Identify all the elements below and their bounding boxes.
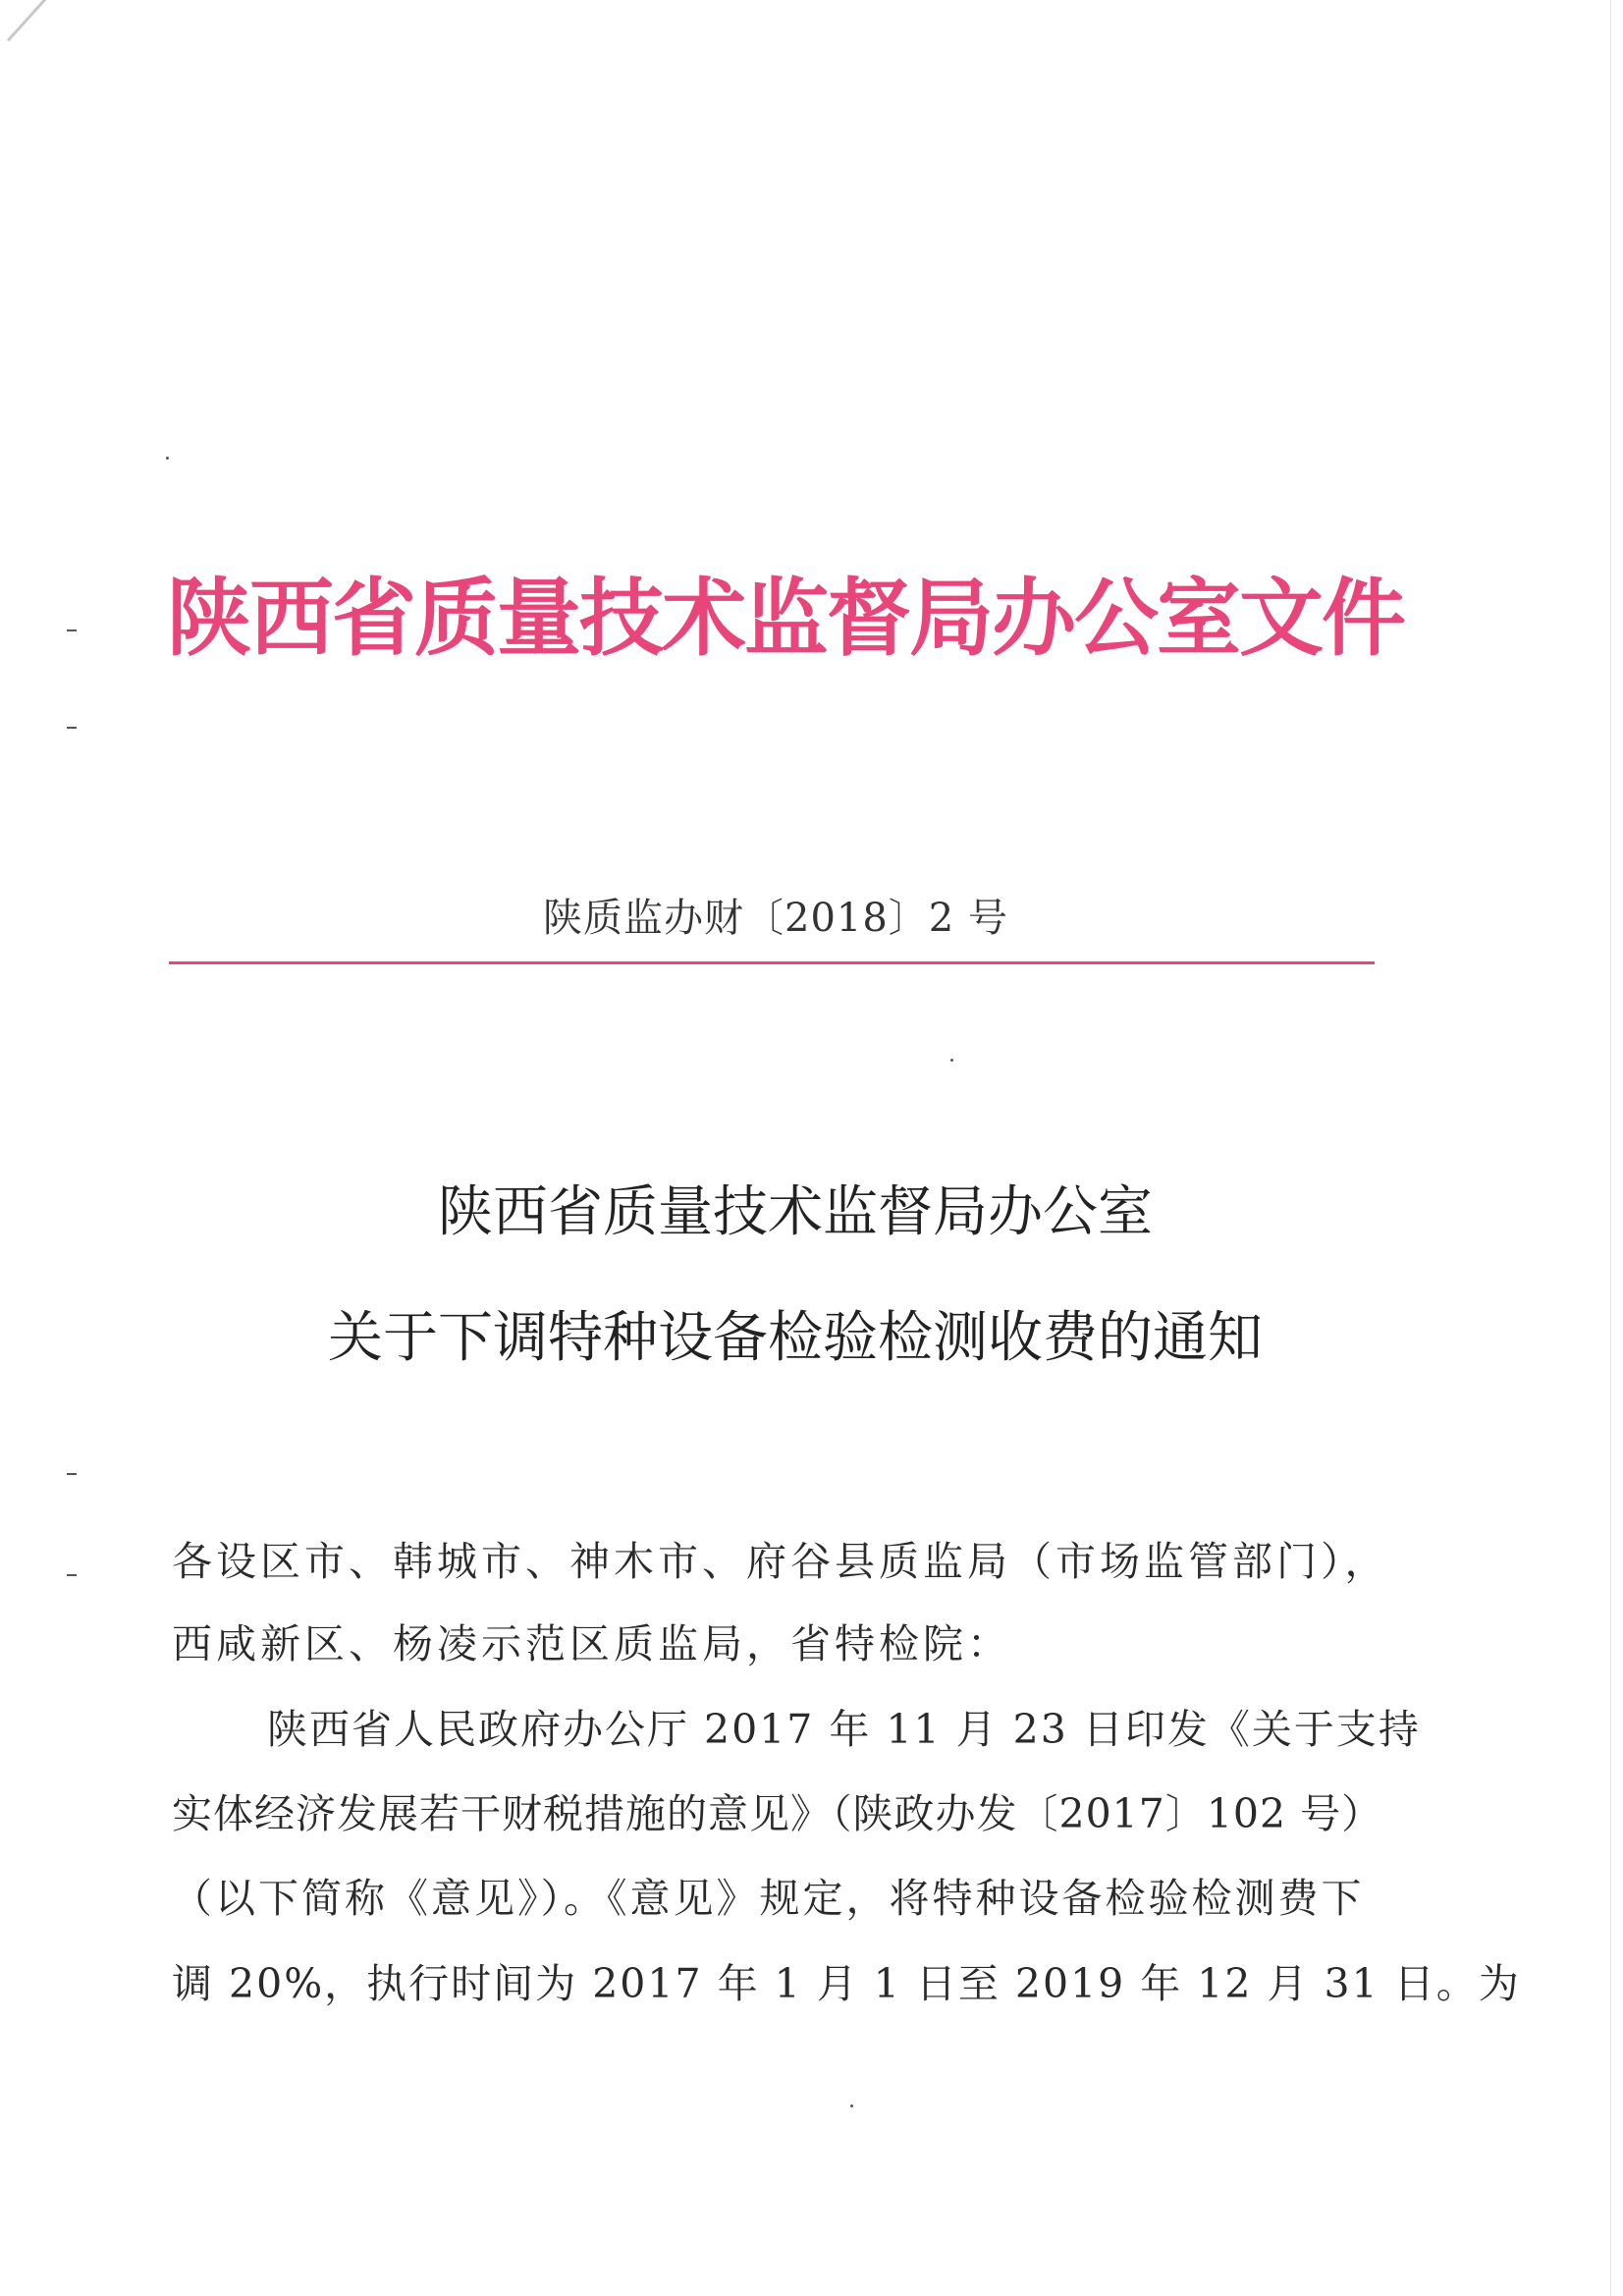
scan-tick-mark [67,1574,77,1576]
scan-dot [950,1059,953,1062]
document-number: 陕质监办财〔2018〕2 号 [543,896,1008,941]
scan-tick-mark [67,629,77,631]
scan-dot [166,457,169,460]
notice-title-line-2: 关于下调特种设备检验检测收费的通知 [328,1306,1263,1370]
scan-dot [850,2105,853,2107]
body-line-recipients: 各设区市、韩城市、神木市、府谷县质监局（市场监管部门）， [172,1538,1389,1585]
scan-corner-mark [7,0,55,42]
body-line-recipients-cont: 西咸新区、杨凌示范区质监局，省特检院： [172,1620,1011,1667]
body-paragraph-line: 调 20%，执行时间为 2017 年 1 月 1 日至 2019 年 12 月 31 日。为 [172,1960,1521,2007]
body-paragraph-line: 陕西省人民政府办公厅 2017 年 11 月 23 日印发《关于支持 [267,1706,1421,1753]
scan-tick-mark [67,1473,77,1475]
body-paragraph-line: （以下简称《意见》）。《意见》规定，将特种设备检验检测费下 [172,1875,1365,1922]
header-divider [169,961,1375,964]
notice-title-line-1: 陕西省质量技术监督局办公室 [438,1180,1153,1244]
scan-tick-mark [67,727,77,729]
scan-edge-line [1610,0,1611,2296]
body-paragraph-line: 实体经济发展若干财税措施的意见》（陕政办发〔2017〕102 号） [172,1790,1383,1837]
document-header-title: 陕西省质量技术监督局办公室文件 [167,569,1404,668]
